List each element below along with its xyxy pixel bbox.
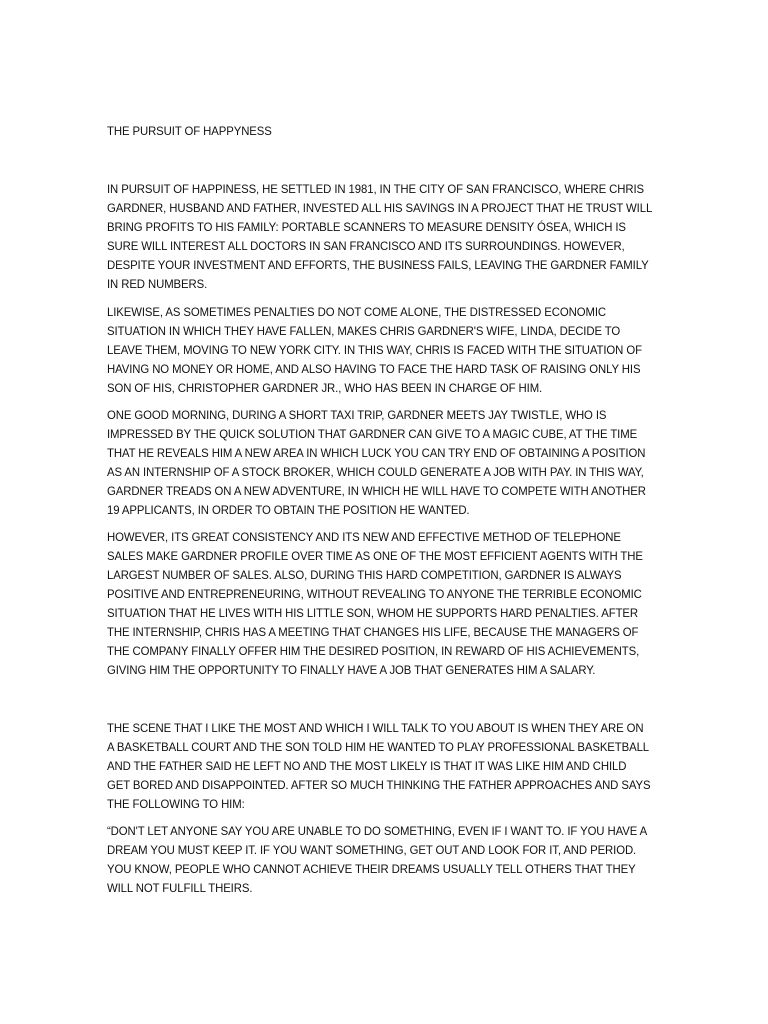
paragraph-4: HOWEVER, ITS GREAT CONSISTENCY AND ITS NEW AND EFFECTIVE METHOD OF TELEPHONE SALES MAKE GARDNER PROFILE OVER TIME AS ONE OF THE MOST EFFICIENT AGENTS WITH THE LARGEST NUMBER OF SALES. ALSO, DURING THIS HARD COMPETITION, GARDNER IS ALWAYS POSITIVE AND ENTREPRENEURING, WITHOUT REVEALING TO ANYONE THE TERRIBLE ECONOMIC SITUATION THAT HE LIVES WITH HIS LITTLE SON, WHOM HE SUPPORTS HARD PENALTIES. AFTER THE INTERNSHIP, CHRIS HAS A MEETING THAT CHANGES HIS LIFE, BECAUSE THE MANAGERS OF THE COMPANY FINALLY OFFER HIM THE DESIRED POSITION, IN REWARD OF HIS ACHIEVEMENTS, GIVING HIM THE OPPORTUNITY TO FINALLY HAVE A JOB THAT GENERATES HIM A SALARY.: [107, 531, 643, 677]
paragraph-2: LIKEWISE, AS SOMETIMES PENALTIES DO NOT COME ALONE, THE DISTRESSED ECONOMIC SITUATION IN WHICH THEY HAVE FALLEN, MAKES CHRIS GARDNER'S WIFE, LINDA, DECIDE TO LEAVE THEM, MOVING TO NEW YORK CITY. IN THIS WAY, CHRIS IS FACED WITH THE SITUATION OF HAVING NO MONEY OR HOME, AND ALSO HAVING TO FACE THE HARD TASK OF RAISING ONLY HIS SON OF HIS, CHRISTOPHER GARDNER JR., WHO HAS BEEN IN CHARGE OF HIM.: [107, 306, 642, 395]
paragraph-5: THE SCENE THAT I LIKE THE MOST AND WHICH I WILL TALK TO YOU ABOUT IS WHEN THEY ARE ON A BASKETBALL COURT AND THE SON TOLD HIM HE WANTED TO PLAY PROFESSIONAL BASKETBALL AND THE FATHER SAID HE LEFT NO AND THE MOST LIKELY IS THAT IT WAS LIKE HIM AND CHILD GET BORED AND DISAPPOINTED. AFTER SO MUCH THINKING THE FATHER APPROACHES AND SAYS THE FOLLOWING TO HIM:: [107, 722, 651, 811]
paragraph-3: ONE GOOD MORNING, DURING A SHORT TAXI TRIP, GARDNER MEETS JAY TWISTLE, WHO IS IMPRESSED BY THE QUICK SOLUTION THAT GARDNER CAN GIVE TO A MAGIC CUBE, AT THE TIME THAT HE REVEALS HIM A NEW AREA IN WHICH LUCK YOU CAN TRY END OF OBTAINING A POSITION AS AN INTERNSHIP OF A STOCK BROKER, WHICH COULD GENERATE A JOB WITH PAY. IN THIS WAY, GARDNER TREADS ON A NEW ADVENTURE, IN WHICH HE WILL HAVE TO COMPETE WITH ANOTHER 19 APPLICANTS, IN ORDER TO OBTAIN THE POSITION HE WANTED.: [107, 409, 646, 517]
document-title: THE PURSUIT OF HAPPYNESS: [107, 125, 272, 138]
paragraph-1: IN PURSUIT OF HAPPINESS, HE SETTLED IN 1981, IN THE CITY OF SAN FRANCISCO, WHERE CHRIS GARDNER, HUSBAND AND FATHER, INVESTED ALL HIS SAVINGS IN A PROJECT THAT HE TRUST WILL BRING PROFITS TO HIS FAMILY: PORTABLE SCANNERS TO MEASURE DENSITY ÓSEA, WHICH IS SURE WILL INTEREST ALL DOCTORS IN SAN FRANCISCO AND ITS SURROUNDINGS. HOWEVER, DESPITE YOUR INVESTMENT AND EFFORTS, THE BUSINESS FAILS, LEAVING THE GARDNER FAMILY IN RED NUMBERS.: [107, 183, 652, 291]
paragraph-6-quote: “DON'T LET ANYONE SAY YOU ARE UNABLE TO DO SOMETHING, EVEN IF I WANT TO. IF YOU HAVE A DREAM YOU MUST KEEP IT. IF YOU WANT SOMETHING, GET OUT AND LOOK FOR IT, AND PERIOD. YOU KNOW, PEOPLE WHO CANNOT ACHIEVE THEIR DREAMS USUALLY TELL OTHERS THAT THEY WILL NOT FULFILL THEIRS.: [107, 825, 647, 895]
